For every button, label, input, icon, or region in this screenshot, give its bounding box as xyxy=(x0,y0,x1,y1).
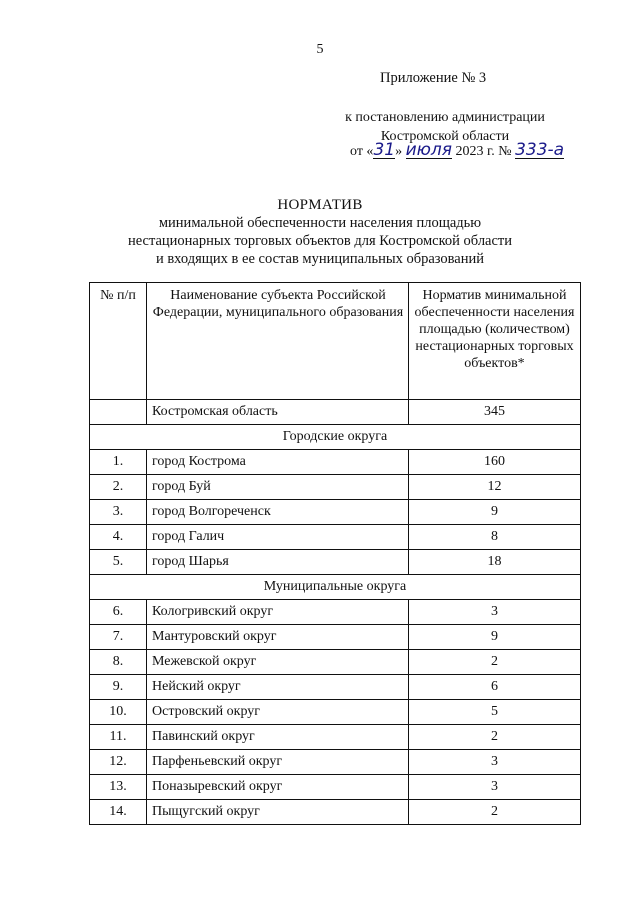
total-name: Костромская область xyxy=(147,400,409,425)
row-name: Поназыревский округ xyxy=(147,775,409,800)
row-num: 11. xyxy=(90,725,147,750)
heading-line-1: минимальной обеспеченности населения площадью xyxy=(158,215,482,231)
reference-number: 333-а xyxy=(515,140,565,160)
table-row xyxy=(90,475,581,500)
section-title-municipal: Муниципальные округа xyxy=(90,575,581,600)
row-value: 3 xyxy=(409,750,581,775)
table-row xyxy=(90,600,581,625)
row-name: Межевской округ xyxy=(147,650,409,675)
row-value: 5 xyxy=(409,700,581,725)
row-num: 6. xyxy=(90,600,147,625)
row-num: 8. xyxy=(90,650,147,675)
section-row-urban xyxy=(90,425,581,450)
table-row xyxy=(90,450,581,475)
reference-line-2: Костромской области xyxy=(380,129,510,144)
row-num: 1. xyxy=(90,450,147,475)
table-row xyxy=(90,650,581,675)
header-num: № п/п xyxy=(90,283,147,400)
row-name: город Волгореченск xyxy=(147,500,409,525)
reference-prefix: от « xyxy=(350,144,374,159)
table-row xyxy=(90,725,581,750)
norm-table xyxy=(89,282,581,825)
table-row xyxy=(90,800,581,825)
row-num: 10. xyxy=(90,700,147,725)
row-value: 18 xyxy=(409,550,581,575)
heading-line-3: и входящих в ее состав муниципальных образований xyxy=(155,251,485,267)
row-name: Пыщугский округ xyxy=(147,800,409,825)
section-row-municipal xyxy=(90,575,581,600)
row-value: 2 xyxy=(409,800,581,825)
row-name: Нейский округ xyxy=(147,675,409,700)
table-row xyxy=(90,525,581,550)
row-value: 9 xyxy=(409,625,581,650)
header-name: Наименование субъекта Российской Федерации, муниципального образования xyxy=(147,283,409,400)
row-name: Павинский округ xyxy=(147,725,409,750)
row-num: 5. xyxy=(90,550,147,575)
table-row xyxy=(90,750,581,775)
table-header-row xyxy=(90,283,581,400)
total-row xyxy=(90,400,581,425)
row-num: 2. xyxy=(90,475,147,500)
row-num: 14. xyxy=(90,800,147,825)
header-norm: Норматив минимальной обеспеченности населения площадью (количеством) нестационарных торговых объектов* xyxy=(409,283,581,400)
reference-mid: » xyxy=(395,144,403,159)
heading-line-2: нестационарных торговых объектов для Костромской области xyxy=(127,233,513,249)
row-value: 160 xyxy=(409,450,581,475)
document-heading xyxy=(0,196,640,268)
row-num: 9. xyxy=(90,675,147,700)
section-title-urban: Городские округа xyxy=(90,425,581,450)
page-number: 5 xyxy=(316,42,324,57)
row-name: город Шарья xyxy=(147,550,409,575)
row-name: Мантуровский округ xyxy=(147,625,409,650)
table-row xyxy=(90,625,581,650)
table-row xyxy=(90,675,581,700)
reference-line-1: к постановлению администрации xyxy=(345,110,545,125)
row-value: 2 xyxy=(409,650,581,675)
table-row xyxy=(90,775,581,800)
row-value: 8 xyxy=(409,525,581,550)
heading-title: НОРМАТИВ xyxy=(277,197,363,213)
appendix-title: Приложение № 3 xyxy=(380,70,487,86)
reference-date-line xyxy=(350,142,564,160)
row-num: 3. xyxy=(90,500,147,525)
total-value: 345 xyxy=(409,400,581,425)
row-value: 6 xyxy=(409,675,581,700)
row-name: Парфеньевский округ xyxy=(147,750,409,775)
total-num xyxy=(90,400,147,425)
table-row xyxy=(90,700,581,725)
row-value: 3 xyxy=(409,775,581,800)
reference-day: 31 xyxy=(373,140,396,160)
row-value: 3 xyxy=(409,600,581,625)
row-name: Островский округ xyxy=(147,700,409,725)
reference-year: 2023 г. № xyxy=(455,144,512,159)
row-num: 7. xyxy=(90,625,147,650)
table-row xyxy=(90,500,581,525)
table-row xyxy=(90,550,581,575)
row-num: 4. xyxy=(90,525,147,550)
row-value: 2 xyxy=(409,725,581,750)
row-value: 12 xyxy=(409,475,581,500)
row-num: 12. xyxy=(90,750,147,775)
row-name: город Буй xyxy=(147,475,409,500)
row-value: 9 xyxy=(409,500,581,525)
row-name: Кологривский округ xyxy=(147,600,409,625)
reference-month: июля xyxy=(405,140,453,160)
row-name: город Галич xyxy=(147,525,409,550)
row-num: 13. xyxy=(90,775,147,800)
row-name: город Кострома xyxy=(147,450,409,475)
